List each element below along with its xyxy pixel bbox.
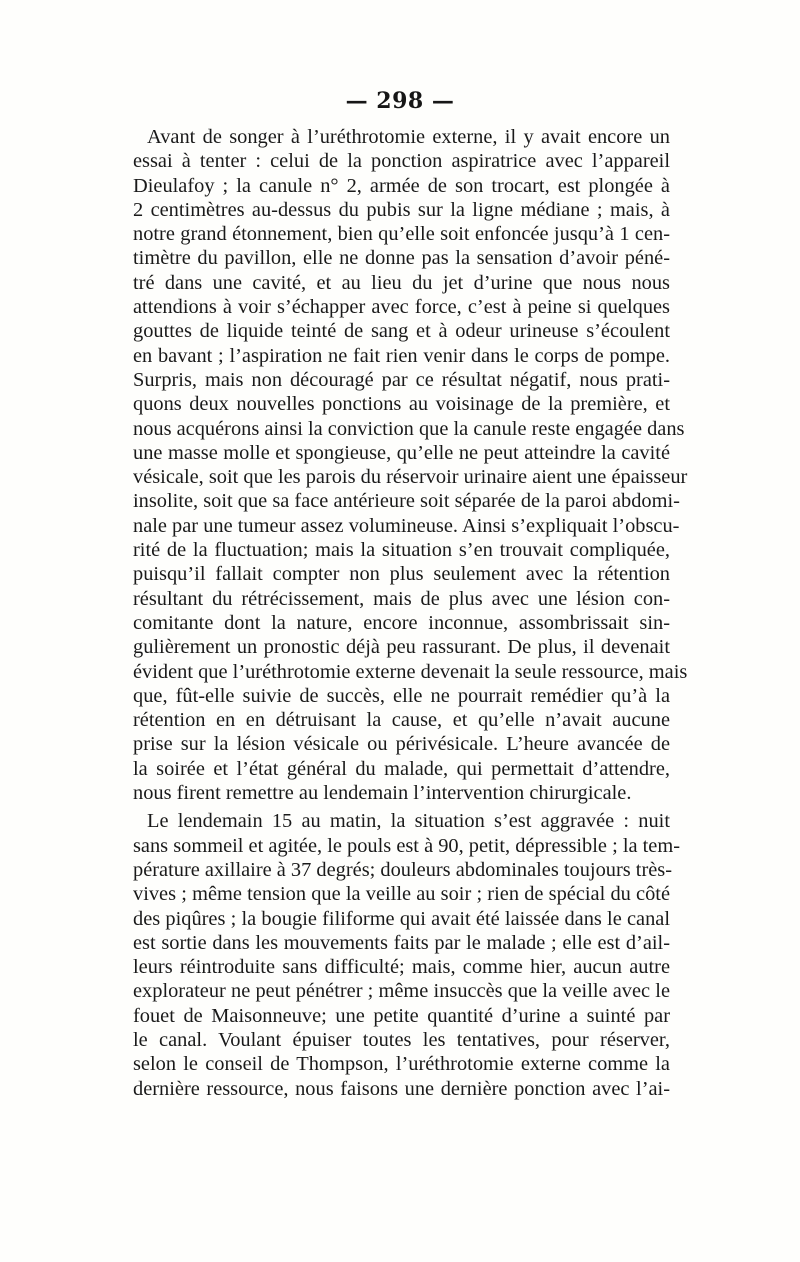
text-line: explorateur ne peut pénétrer ; même insuccès que la veille avec le (133, 980, 670, 1003)
text-line: dernière ressource, nous faisons une dernière ponction avec l’ai- (133, 1077, 670, 1100)
text-line: en bavant ; l’aspiration ne fait rien venir dans le corps de pompe. (133, 344, 670, 367)
text-line: le canal. Voulant épuiser toutes les tentatives, pour réserver, (133, 1028, 670, 1051)
text-line: 2 centimètres au-dessus du pubis sur la ligne médiane ; mais, à (133, 198, 670, 221)
text-line: Surpris, mais non découragé par ce résultat négatif, nous prati- (133, 368, 670, 391)
text-line: nous firent remettre au lendemain l’intervention chirurgicale. (133, 782, 632, 805)
text-line: sans sommeil et agitée, le pouls est à 90, petit, dépressible ; la tem- (133, 834, 681, 857)
page-number: — 298 — (345, 88, 455, 114)
text-line: évident que l’uréthrotomie externe devenait la seule ressource, mais (133, 660, 688, 683)
text-line: résultant du rétrécissement, mais de plus avec une lésion con- (133, 587, 670, 610)
text-line: comitante dont la nature, encore inconnue, assombrissait sin- (133, 611, 670, 634)
text-line: nale par une tumeur assez volumineuse. Ainsi s’expliquait l’obscu- (133, 514, 680, 537)
text-line: insolite, soit que sa face antérieure soit séparée de la paroi abdomi- (133, 490, 680, 513)
text-line: attendions à voir s’échapper avec force, c’est à peine si quelques (133, 296, 670, 319)
text-line: essai à tenter : celui de la ponction aspiratrice avec l’appareil (133, 150, 670, 173)
text-line: puisqu’il fallait compter non plus seulement avec la rétention (133, 563, 670, 586)
text-line: fouet de Maisonneuve; une petite quantité d’urine a suinté par (133, 1004, 670, 1027)
text-line: quons deux nouvelles ponctions au voisinage de la première, et (133, 393, 670, 416)
text-line: gulièrement un pronostic déjà peu rassurant. De plus, il devenait (133, 636, 670, 659)
body-text (133, 125, 688, 1101)
text-line: Dieulafoy ; la canule n° 2, armée de son trocart, est plongée à (133, 174, 670, 197)
text-line: rétention en en détruisant la cause, et qu’elle n’avait aucune (133, 709, 670, 732)
text-line: vésicale, soit que les parois du réservoir urinaire aient une épaisseur (133, 466, 688, 489)
text-line: Le lendemain 15 au matin, la situation s’est aggravée : nuit (147, 810, 670, 833)
paragraph-1 (133, 125, 688, 805)
text-line: tré dans une cavité, et au lieu du jet d’urine que nous nous (133, 271, 670, 294)
text-line: Avant de songer à l’uréthrotomie externe, il y avait encore un (147, 126, 670, 148)
text-line: rité de la fluctuation; mais la situation s’en trouvait compliquée, (133, 539, 670, 562)
text-line: timètre du pavillon, elle ne donne pas la sensation d’avoir péné- (133, 247, 670, 270)
text-line: prise sur la lésion vésicale ou périvésicale. L’heure avancée de (133, 733, 670, 756)
text-line: leurs réintroduite sans difficulté; mais, comme hier, aucun autre (133, 956, 670, 979)
text-line: pérature axillaire à 37 degrés; douleurs abdominales toujours très- (133, 858, 673, 881)
text-line: gouttes de liquide teinté de sang et à odeur urineuse s’écoulent (133, 320, 670, 343)
text-line: nous acquérons ainsi la conviction que la canule reste engagée dans (133, 417, 685, 440)
text-line: selon le conseil de Thompson, l’uréthrotomie externe comme la (133, 1053, 670, 1076)
text-line: notre grand étonnement, bien qu’elle soit enfoncée jusqu’à 1 cen- (133, 223, 670, 246)
text-line: que, fût-elle suivie de succès, elle ne pourrait remédier qu’à la (133, 684, 670, 707)
text-line: est sortie dans les mouvements faits par le malade ; elle est d’ail- (133, 931, 670, 954)
text-line: la soirée et l’état général du malade, qui permettait d’attendre, (133, 757, 670, 780)
text-line: des piqûres ; la bougie filiforme qui avait été laissée dans le canal (133, 907, 670, 930)
text-line: vives ; même tension que la veille au soir ; rien de spécial du côté (133, 883, 670, 906)
paragraph-2 (133, 809, 681, 1101)
text-line: une masse molle et spongieuse, qu’elle ne peut atteindre la cavité (133, 441, 670, 464)
